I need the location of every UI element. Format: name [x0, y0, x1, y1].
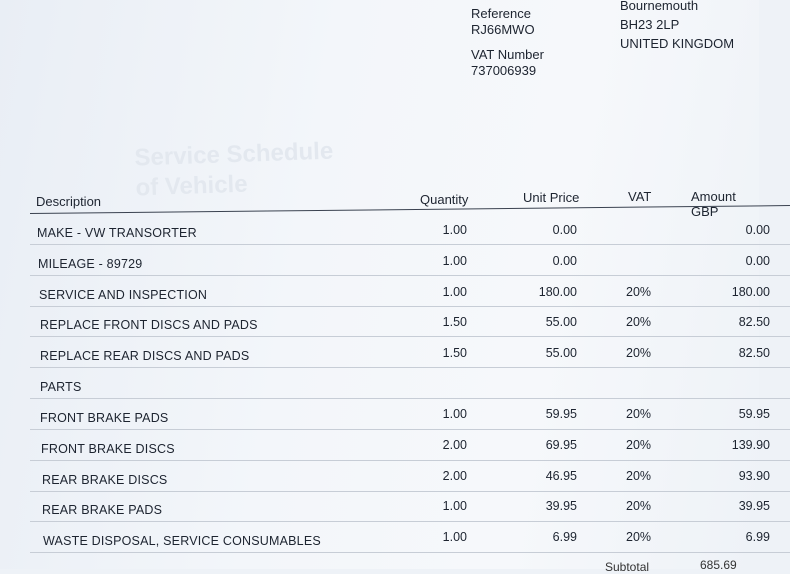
cell-unit-price: 180.00	[538, 285, 577, 299]
cell-quantity: 1.00	[442, 407, 467, 421]
cell-amount: 39.95	[738, 499, 770, 513]
row-divider	[30, 367, 790, 368]
cell-quantity: 2.00	[442, 469, 467, 483]
cell-description: MILEAGE - 89729	[38, 257, 143, 271]
row-divider	[30, 275, 790, 276]
table-row	[0, 378, 780, 408]
cell-amount: 82.50	[738, 315, 770, 329]
cell-unit-price: 69.95	[545, 438, 577, 452]
table-row	[0, 532, 780, 562]
subtotal-label: Subtotal	[605, 560, 650, 574]
cell-unit-price: 59.95	[545, 407, 577, 421]
table-row	[0, 255, 780, 285]
cell-description: MAKE - VW TRANSORTER	[37, 226, 197, 240]
table-row	[0, 224, 780, 254]
cell-unit-price: 39.95	[545, 499, 577, 513]
cell-vat: 20%	[626, 315, 652, 329]
cell-vat: 20%	[626, 407, 652, 421]
address-line-1: Bournemouth	[620, 0, 699, 13]
row-divider	[30, 306, 790, 307]
row-divider	[30, 491, 790, 492]
cell-unit-price: 6.99	[552, 530, 577, 544]
table-row	[0, 501, 780, 531]
cell-vat: 20%	[626, 346, 652, 360]
cell-amount: 93.90	[738, 469, 770, 483]
column-header-amount: Amount GBP	[691, 189, 736, 219]
reference-label: Reference	[471, 6, 531, 21]
cell-amount: 0.00	[745, 223, 770, 237]
cell-description: REPLACE REAR DISCS AND PADS	[40, 349, 250, 363]
table-row	[0, 286, 780, 316]
cell-amount: 139.90	[731, 438, 770, 452]
cell-vat: 20%	[626, 499, 652, 513]
watermark: Service Schedule of Vehicle	[134, 137, 334, 202]
reference-value: RJ66MWO	[471, 22, 535, 37]
cell-quantity: 1.00	[442, 499, 467, 513]
row-divider	[30, 460, 790, 461]
cell-description: PARTS	[40, 380, 82, 394]
row-divider	[30, 521, 790, 522]
vat-number-label: VAT Number	[471, 47, 544, 62]
cell-quantity: 2.00	[442, 438, 467, 452]
cell-vat: 20%	[626, 438, 652, 452]
row-divider	[30, 429, 790, 430]
table-row	[0, 316, 780, 346]
header-divider	[30, 205, 790, 214]
cell-description: SERVICE AND INSPECTION	[39, 288, 208, 302]
cell-quantity: 1.50	[442, 346, 467, 360]
table-row	[0, 347, 780, 377]
cell-vat: 20%	[626, 530, 652, 544]
cell-amount: 0.00	[745, 254, 770, 268]
cell-description: FRONT BRAKE PADS	[40, 411, 169, 425]
cell-description: REAR BRAKE PADS	[42, 503, 163, 517]
subtotal-value: 685.69	[700, 558, 737, 572]
cell-vat: 20%	[626, 469, 652, 483]
cell-amount: 6.99	[745, 530, 770, 544]
cell-description: REAR BRAKE DISCS	[42, 473, 168, 487]
cell-amount: 59.95	[738, 407, 770, 421]
cell-quantity: 1.00	[442, 285, 467, 299]
table-row	[0, 409, 780, 439]
column-header-vat: VAT	[628, 189, 652, 204]
cell-unit-price: 0.00	[552, 254, 577, 268]
table-row	[0, 440, 780, 470]
cell-description: FRONT BRAKE DISCS	[41, 442, 175, 456]
row-divider	[30, 552, 790, 553]
row-divider	[30, 336, 790, 337]
cell-amount: 180.00	[731, 285, 770, 299]
cell-description: REPLACE FRONT DISCS AND PADS	[40, 318, 258, 332]
column-header-unit-price: Unit Price	[523, 190, 580, 205]
cell-quantity: 1.00	[442, 254, 467, 268]
cell-vat: 20%	[626, 285, 652, 299]
address-line-2: BH23 2LP	[620, 17, 680, 32]
cell-quantity: 1.50	[442, 315, 467, 329]
cell-quantity: 1.00	[442, 223, 467, 237]
cell-quantity: 1.00	[442, 530, 467, 544]
table-row	[0, 471, 780, 501]
cell-unit-price: 55.00	[545, 346, 577, 360]
row-divider	[30, 244, 790, 245]
cell-unit-price: 46.95	[545, 469, 577, 483]
cell-unit-price: 0.00	[552, 223, 577, 237]
column-header-description: Description	[36, 194, 102, 209]
cell-amount: 82.50	[738, 346, 770, 360]
cell-unit-price: 55.00	[545, 315, 577, 329]
cell-description: WASTE DISPOSAL, SERVICE CONSUMABLES	[43, 534, 321, 548]
vat-number-value: 737006939	[471, 63, 537, 78]
row-divider	[30, 398, 790, 399]
address-line-3: UNITED KINGDOM	[620, 36, 735, 51]
column-header-quantity: Quantity	[420, 192, 469, 207]
